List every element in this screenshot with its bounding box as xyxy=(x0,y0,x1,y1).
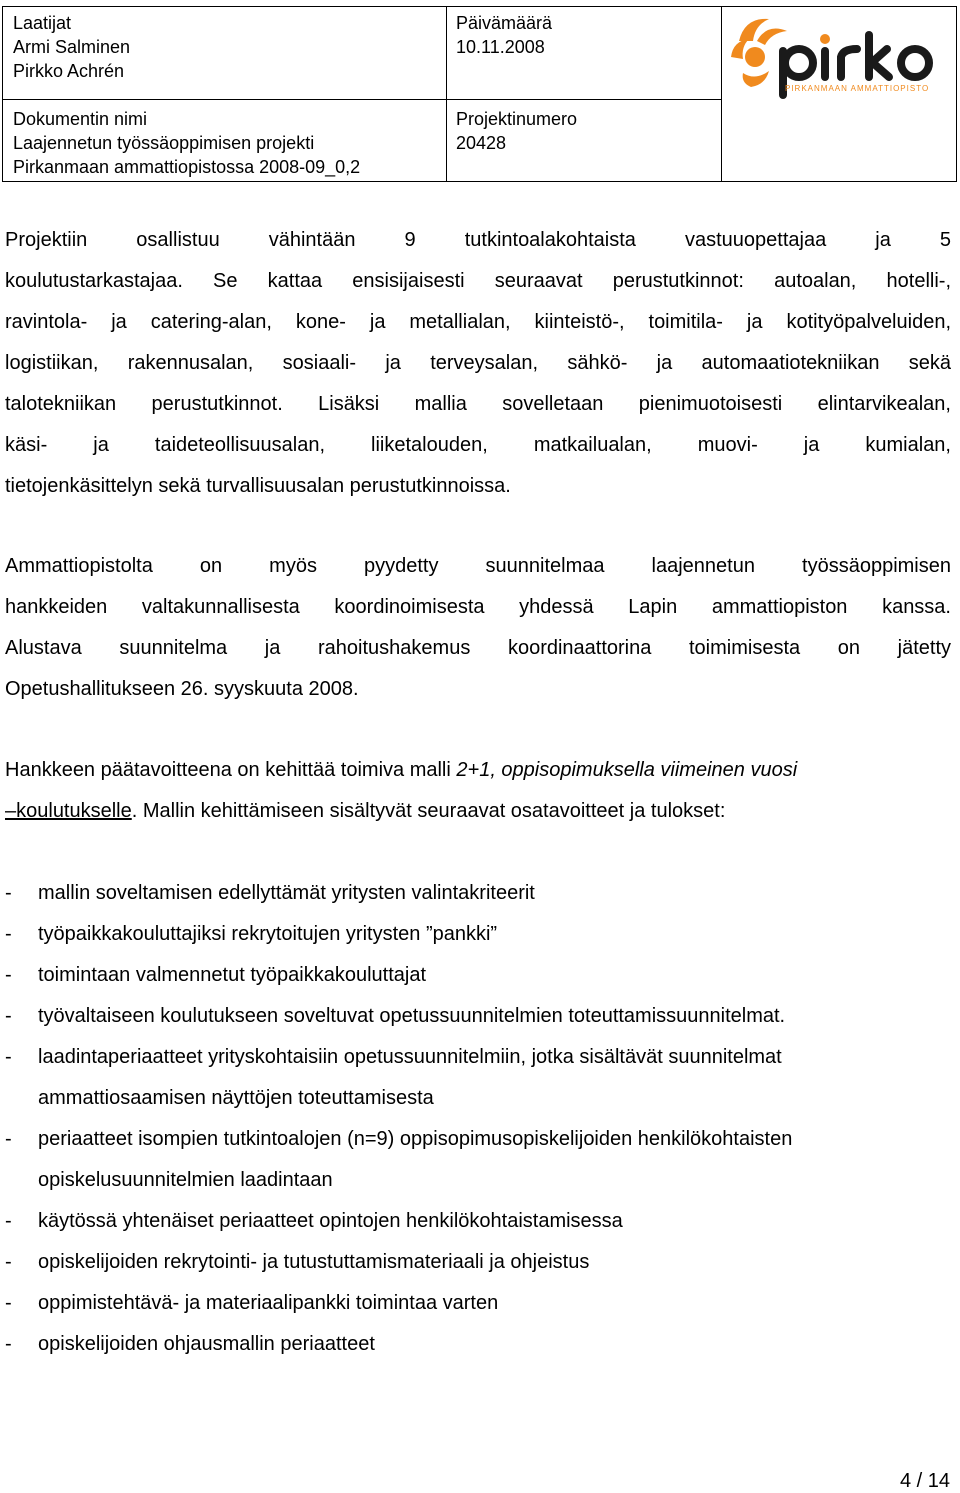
paragraph-2-line: hankkeiden valtakunnallisesta koordinoimisesta yhdessä Lapin ammattiopiston kanssa. xyxy=(5,596,951,618)
project-number-label: Projektinumero xyxy=(456,109,578,129)
header-row-divider xyxy=(3,99,721,100)
list-item xyxy=(5,1324,951,1365)
list-item xyxy=(5,1201,951,1242)
list-dash: - xyxy=(5,882,12,904)
list-dash: - xyxy=(5,964,12,986)
list-dash: - xyxy=(5,1333,12,1355)
list-dash: - xyxy=(5,1005,12,1027)
objectives-list xyxy=(5,873,951,1365)
paragraph-3-line-1 xyxy=(5,750,951,791)
authors-cell xyxy=(13,11,130,83)
list-item xyxy=(5,1119,951,1201)
list-item-text-continued: ammattiosaamisen näyttöjen toteuttamisesta xyxy=(38,1087,434,1109)
list-item xyxy=(5,955,951,996)
paragraph-1-line: tietojenkäsittelyn sekä turvallisuusalan perustutkinnoissa. xyxy=(5,475,511,497)
paragraph-1-line: talotekniikan perustutkinnot. Lisäksi mallia sovelletaan pienimuotoisesti elintarvikealan, xyxy=(5,393,951,415)
paragraph-1 xyxy=(5,220,951,507)
list-item-text: työvaltaiseen koulutukseen soveltuvat opetussuunnitelmien toteuttamissuunnitelmat. xyxy=(38,1005,786,1027)
document-name-label: Dokumentin nimi xyxy=(13,109,148,129)
date-label: Päivämäärä xyxy=(456,13,553,33)
page-number: 4 / 14 xyxy=(899,1470,950,1492)
date-cell xyxy=(456,11,552,59)
header-divider-1 xyxy=(446,7,447,181)
list-dash: - xyxy=(5,1128,12,1150)
document-name-line-1: Laajennetun työssäoppimisen projekti xyxy=(13,133,315,153)
list-item-text: laadintaperiaatteet yrityskohtaisiin opetussuunnitelmiin, jotka sisältävät suunnitelmat xyxy=(38,1046,782,1068)
logo-subtitle: PIRKANMAAN AMMATTIOPISTO xyxy=(785,84,930,93)
paragraph-2-line: Ammattiopistolta on myös pyydetty suunnitelmaa laajennetun työssäoppimisen xyxy=(5,555,951,577)
paragraph-1-line: ravintola- ja catering-alan, kone- ja metallialan, kiinteistö-, toimitila- ja kotityöpalveluiden, xyxy=(5,311,951,333)
author-1: Armi Salminen xyxy=(13,37,131,57)
author-2: Pirkko Achrén xyxy=(13,61,125,81)
header-divider-2 xyxy=(721,7,722,181)
list-item xyxy=(5,996,951,1037)
date-value: 10.11.2008 xyxy=(456,37,545,57)
paragraph-3 xyxy=(5,750,951,832)
list-item-text: periaatteet isompien tutkintoalojen (n=9) oppisopimusopiskelijoiden henkilökohtaisten xyxy=(38,1128,793,1150)
authors-label: Laatijat xyxy=(13,13,72,33)
list-item xyxy=(5,1283,951,1324)
paragraph-3-text: . Mallin kehittämiseen sisältyvät seuraavat osatavoitteet ja tulokset: xyxy=(131,800,726,822)
list-dash: - xyxy=(5,923,12,945)
paragraph-3-text: Hankkeen päätavoitteena on kehittää toimiva malli xyxy=(5,759,457,781)
list-item xyxy=(5,914,951,955)
list-item-text: käytössä yhtenäiset periaatteet opintojen henkilökohtaistamisessa xyxy=(38,1210,623,1232)
paragraph-1-line: käsi- ja taideteollisuusalan, liiketalouden, matkailualan, muovi- ja kumialan, xyxy=(5,434,951,456)
list-item-text: oppimistehtävä- ja materiaalipankki toimintaa varten xyxy=(38,1292,499,1314)
list-item xyxy=(5,1037,951,1119)
paragraph-3-line-2 xyxy=(5,791,951,832)
paragraph-2 xyxy=(5,546,951,710)
list-item-text-continued: opiskelusuunnitelmien laadintaan xyxy=(38,1169,333,1191)
list-item xyxy=(5,873,951,914)
sun-icon xyxy=(731,19,787,87)
document-header xyxy=(2,6,957,182)
list-item xyxy=(5,1242,951,1283)
list-item-text: opiskelijoiden rekrytointi- ja tutustuttamismateriaali ja ohjeistus xyxy=(38,1251,590,1273)
pirko-logo xyxy=(725,11,955,101)
list-item-text: mallin soveltamisen edellyttämät yritysten valintakriteerit xyxy=(38,882,535,904)
list-dash: - xyxy=(5,1251,12,1273)
paragraph-1-line: koulutustarkastajaa. Se kattaa ensisijaisesti seuraavat perustutkinnot: autoalan, hotelli-, xyxy=(5,270,951,292)
project-number-value: 20428 xyxy=(456,133,507,153)
list-dash: - xyxy=(5,1210,12,1232)
document-name-cell xyxy=(13,107,360,179)
list-item-text: toimintaan valmennetut työpaikkakouluttajat xyxy=(38,964,427,986)
paragraph-1-line: logistiikan, rakennusalan, sosiaali- ja terveysalan, sähkö- ja automaatiotekniikan sekä xyxy=(5,352,951,374)
project-number-cell xyxy=(456,107,577,155)
document-name-line-2: Pirkanmaan ammattiopistossa 2008-09_0,2 xyxy=(13,157,361,177)
paragraph-1-line: Projektiin osallistuu vähintään 9 tutkintoalakohtaista vastuuopettajaa ja 5 xyxy=(5,229,951,251)
paragraph-3-italic-text: 2+1, oppisopimuksella viimeinen vuosi xyxy=(456,759,798,781)
paragraph-2-line: Opetushallitukseen 26. syyskuuta 2008. xyxy=(5,678,359,700)
paragraph-3-underlined-text: –koulutukselle xyxy=(5,800,132,822)
paragraph-2-line: Alustava suunnitelma ja rahoitushakemus koordinaattorina toimimisesta on jätetty xyxy=(5,637,951,659)
list-item-text: opiskelijoiden ohjausmallin periaatteet xyxy=(38,1333,375,1355)
list-dash: - xyxy=(5,1292,12,1314)
list-item-text: työpaikkakouluttajiksi rekrytoitujen yritysten ”pankki” xyxy=(38,923,498,945)
list-dash: - xyxy=(5,1046,12,1068)
